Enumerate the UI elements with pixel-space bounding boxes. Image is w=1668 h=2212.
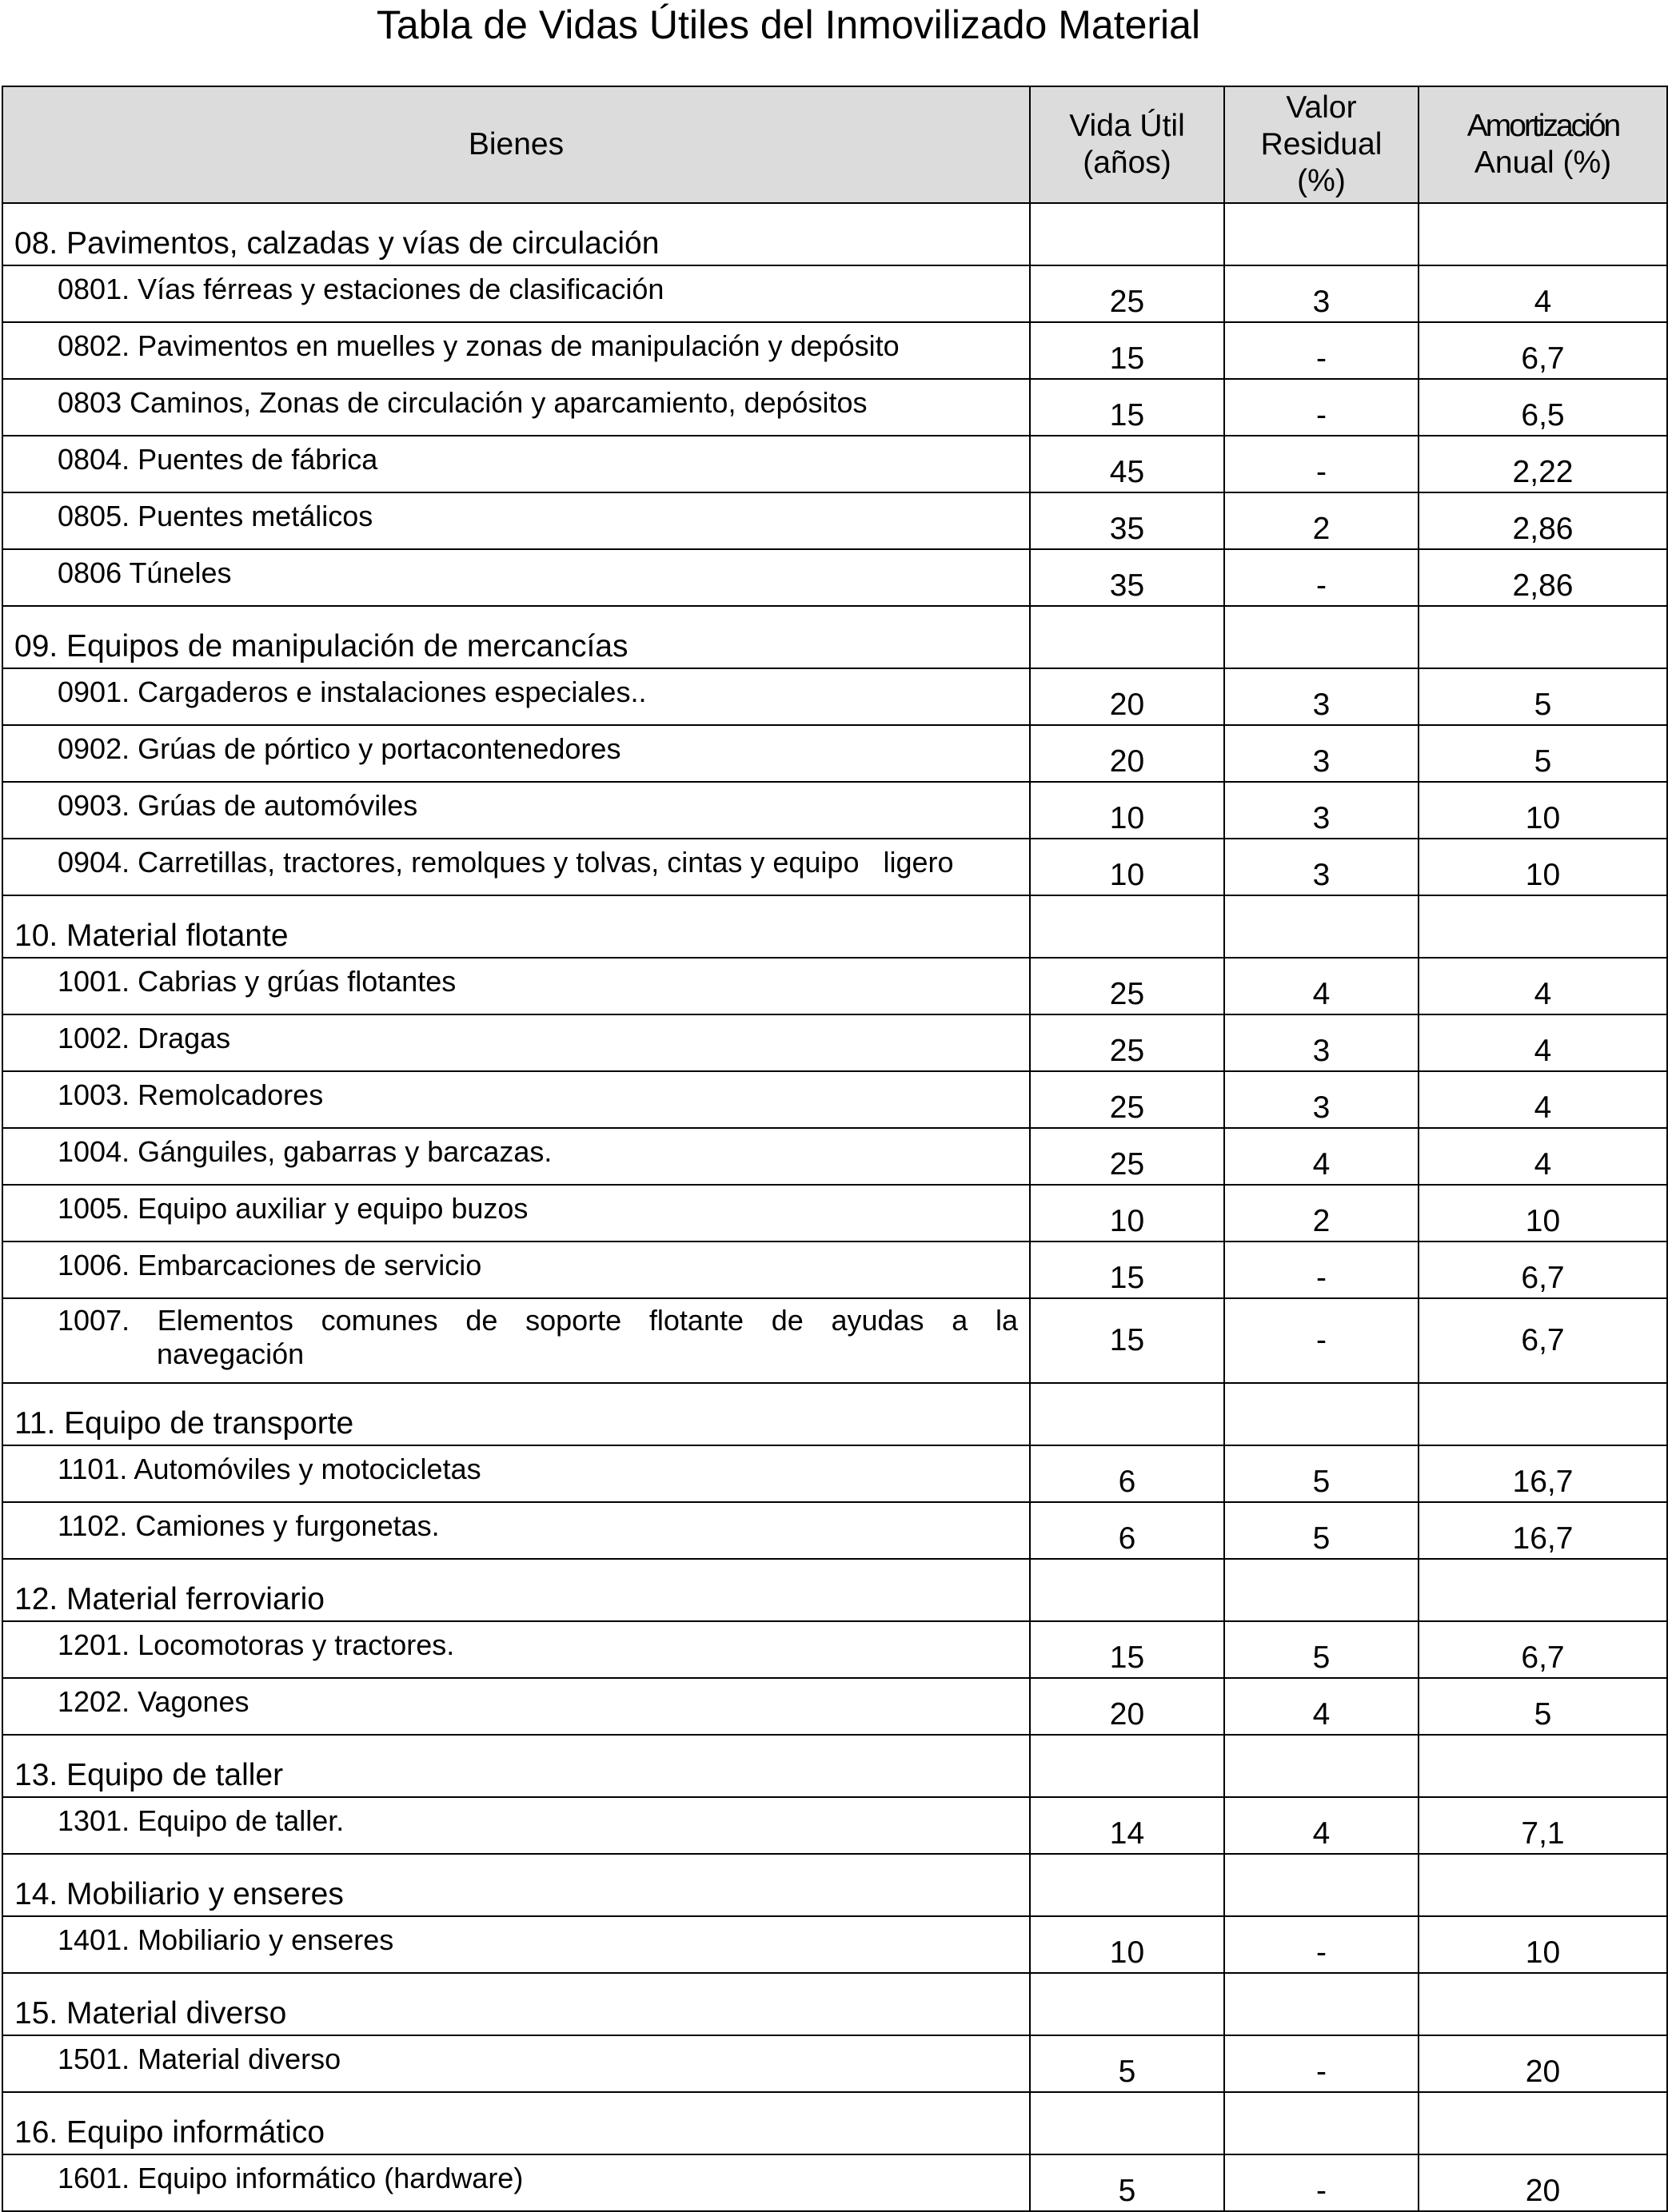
group-label: 12. Material ferroviario bbox=[2, 1559, 1030, 1621]
table-row bbox=[2, 1298, 1667, 1383]
residual-value: 2 bbox=[1224, 492, 1419, 549]
table-row bbox=[2, 1678, 1667, 1735]
asset-label-line2: navegación bbox=[157, 1337, 305, 1370]
annual-amortization-value: 4 bbox=[1419, 265, 1667, 322]
table-row bbox=[2, 1502, 1667, 1559]
empty-cell bbox=[1224, 606, 1419, 668]
residual-value: 3 bbox=[1224, 265, 1419, 322]
asset-label: 1201. Locomotoras y tractores. bbox=[2, 1621, 1030, 1678]
group-label: 14. Mobiliario y enseres bbox=[2, 1854, 1030, 1916]
annual-amortization-value: 10 bbox=[1419, 782, 1667, 839]
useful-life-value: 5 bbox=[1030, 2154, 1224, 2211]
useful-life-value: 15 bbox=[1030, 379, 1224, 436]
useful-life-value: 20 bbox=[1030, 1678, 1224, 1735]
table-row bbox=[2, 1445, 1667, 1502]
empty-cell bbox=[1419, 1973, 1667, 2035]
annual-amortization-value: 20 bbox=[1419, 2154, 1667, 2211]
useful-life-value: 15 bbox=[1030, 1298, 1224, 1383]
residual-value: - bbox=[1224, 322, 1419, 379]
annual-amortization-value: 10 bbox=[1419, 839, 1667, 895]
group-label: 10. Material flotante bbox=[2, 895, 1030, 958]
useful-life-value: 6 bbox=[1030, 1445, 1224, 1502]
asset-label: 0805. Puentes metálicos bbox=[2, 492, 1030, 549]
useful-life-value: 25 bbox=[1030, 1071, 1224, 1128]
asset-label: 1501. Material diverso bbox=[2, 2035, 1030, 2092]
useful-life-value: 6 bbox=[1030, 1502, 1224, 1559]
residual-value: - bbox=[1224, 2154, 1419, 2211]
empty-cell bbox=[1030, 1973, 1224, 2035]
group-row bbox=[2, 1383, 1667, 1445]
table-row bbox=[2, 1014, 1667, 1071]
table-row bbox=[2, 1242, 1667, 1298]
empty-cell bbox=[1030, 2092, 1224, 2154]
asset-label: 0804. Puentes de fábrica bbox=[2, 436, 1030, 492]
table-row bbox=[2, 958, 1667, 1014]
table-row bbox=[2, 549, 1667, 606]
useful-life-value: 20 bbox=[1030, 725, 1224, 782]
residual-value: 4 bbox=[1224, 1678, 1419, 1735]
table-row bbox=[2, 492, 1667, 549]
group-label: 09. Equipos de manipulación de mercancías bbox=[2, 606, 1030, 668]
useful-life-value: 20 bbox=[1030, 668, 1224, 725]
table-row bbox=[2, 322, 1667, 379]
useful-life-value: 14 bbox=[1030, 1797, 1224, 1854]
empty-cell bbox=[1224, 895, 1419, 958]
group-row bbox=[2, 1559, 1667, 1621]
table-body bbox=[2, 203, 1667, 2211]
empty-cell bbox=[1030, 1854, 1224, 1916]
empty-cell bbox=[1224, 1383, 1419, 1445]
empty-cell bbox=[1030, 1383, 1224, 1445]
residual-value: 4 bbox=[1224, 958, 1419, 1014]
group-label: 16. Equipo informático bbox=[2, 2092, 1030, 2154]
useful-life-value: 35 bbox=[1030, 549, 1224, 606]
residual-value: 2 bbox=[1224, 1185, 1419, 1242]
useful-life-value: 25 bbox=[1030, 958, 1224, 1014]
group-label: 13. Equipo de taller bbox=[2, 1735, 1030, 1797]
asset-label: 0801. Vías férreas y estaciones de clasificación bbox=[2, 265, 1030, 322]
empty-cell bbox=[1030, 203, 1224, 265]
asset-label: 1301. Equipo de taller. bbox=[2, 1797, 1030, 1854]
header-valor-residual: Valor Residual (%) bbox=[1224, 86, 1419, 203]
useful-life-value: 10 bbox=[1030, 782, 1224, 839]
annual-amortization-value: 10 bbox=[1419, 1185, 1667, 1242]
residual-value: - bbox=[1224, 549, 1419, 606]
useful-life-value: 10 bbox=[1030, 1916, 1224, 1973]
asset-label-line1: 1007. Elementos comunes de soporte flotante de ayudas a la bbox=[58, 1304, 1018, 1337]
asset-label: 0904. Carretillas, tractores, remolques y tolvas, cintas y equipo ligero bbox=[2, 839, 1030, 895]
group-row bbox=[2, 1973, 1667, 2035]
table-row bbox=[2, 2035, 1667, 2092]
residual-value: 3 bbox=[1224, 725, 1419, 782]
group-label: 15. Material diverso bbox=[2, 1973, 1030, 2035]
empty-cell bbox=[1030, 1559, 1224, 1621]
useful-life-value: 35 bbox=[1030, 492, 1224, 549]
residual-value: - bbox=[1224, 379, 1419, 436]
asset-label: 1202. Vagones bbox=[2, 1678, 1030, 1735]
residual-value: 4 bbox=[1224, 1128, 1419, 1185]
annual-amortization-value: 6,7 bbox=[1419, 1621, 1667, 1678]
table-row bbox=[2, 668, 1667, 725]
table-row bbox=[2, 839, 1667, 895]
residual-value: 5 bbox=[1224, 1502, 1419, 1559]
empty-cell bbox=[1419, 203, 1667, 265]
useful-life-value: 25 bbox=[1030, 1014, 1224, 1071]
annual-amortization-value: 4 bbox=[1419, 958, 1667, 1014]
asset-label: 0806 Túneles bbox=[2, 549, 1030, 606]
useful-life-value: 10 bbox=[1030, 839, 1224, 895]
annual-amortization-value: 4 bbox=[1419, 1014, 1667, 1071]
empty-cell bbox=[1419, 1383, 1667, 1445]
empty-cell bbox=[1030, 1735, 1224, 1797]
useful-life-table bbox=[2, 86, 1668, 2212]
table-row bbox=[2, 725, 1667, 782]
annual-amortization-value: 6,5 bbox=[1419, 379, 1667, 436]
asset-label: 1004. Gánguiles, gabarras y barcazas. bbox=[2, 1128, 1030, 1185]
useful-life-value: 10 bbox=[1030, 1185, 1224, 1242]
group-row bbox=[2, 895, 1667, 958]
residual-value: - bbox=[1224, 1242, 1419, 1298]
asset-label: 1001. Cabrias y grúas flotantes bbox=[2, 958, 1030, 1014]
table-header-row bbox=[2, 86, 1667, 203]
empty-cell bbox=[1030, 606, 1224, 668]
table-row bbox=[2, 782, 1667, 839]
annual-amortization-value: 5 bbox=[1419, 668, 1667, 725]
asset-label: 0903. Grúas de automóviles bbox=[2, 782, 1030, 839]
asset-label: 1002. Dragas bbox=[2, 1014, 1030, 1071]
asset-label: 1003. Remolcadores bbox=[2, 1071, 1030, 1128]
useful-life-value: 15 bbox=[1030, 1242, 1224, 1298]
annual-amortization-value: 6,7 bbox=[1419, 1298, 1667, 1383]
useful-life-value: 25 bbox=[1030, 1128, 1224, 1185]
table-row bbox=[2, 1797, 1667, 1854]
group-label: 08. Pavimentos, calzadas y vías de circulación bbox=[2, 203, 1030, 265]
table-row bbox=[2, 2154, 1667, 2211]
asset-label bbox=[2, 1298, 1030, 1383]
annual-amortization-value: 6,7 bbox=[1419, 322, 1667, 379]
empty-cell bbox=[1419, 895, 1667, 958]
annual-amortization-value: 4 bbox=[1419, 1071, 1667, 1128]
group-row bbox=[2, 2092, 1667, 2154]
empty-cell bbox=[1224, 203, 1419, 265]
annual-amortization-value: 4 bbox=[1419, 1128, 1667, 1185]
residual-value: 4 bbox=[1224, 1797, 1419, 1854]
useful-life-value: 45 bbox=[1030, 436, 1224, 492]
annual-amortization-value: 16,7 bbox=[1419, 1502, 1667, 1559]
annual-amortization-value: 20 bbox=[1419, 2035, 1667, 2092]
table-row bbox=[2, 1071, 1667, 1128]
asset-label: 1005. Equipo auxiliar y equipo buzos bbox=[2, 1185, 1030, 1242]
table-row bbox=[2, 1916, 1667, 1973]
empty-cell bbox=[1419, 1559, 1667, 1621]
table-row bbox=[2, 436, 1667, 492]
group-label: 11. Equipo de transporte bbox=[2, 1383, 1030, 1445]
useful-life-value: 15 bbox=[1030, 322, 1224, 379]
residual-value: - bbox=[1224, 436, 1419, 492]
residual-value: 5 bbox=[1224, 1445, 1419, 1502]
annual-amortization-value: 7,1 bbox=[1419, 1797, 1667, 1854]
empty-cell bbox=[1419, 2092, 1667, 2154]
table-row bbox=[2, 265, 1667, 322]
annual-amortization-value: 6,7 bbox=[1419, 1242, 1667, 1298]
table-row bbox=[2, 1128, 1667, 1185]
empty-cell bbox=[1224, 1559, 1419, 1621]
asset-label: 1102. Camiones y furgonetas. bbox=[2, 1502, 1030, 1559]
annual-amortization-value: 2,86 bbox=[1419, 549, 1667, 606]
asset-label: 0802. Pavimentos en muelles y zonas de manipulación y depósito bbox=[2, 322, 1030, 379]
residual-value: 3 bbox=[1224, 1014, 1419, 1071]
empty-cell bbox=[1419, 1854, 1667, 1916]
useful-life-value: 5 bbox=[1030, 2035, 1224, 2092]
header-amortizacion: Amortización Anual (%) bbox=[1419, 86, 1667, 203]
annual-amortization-value: 2,86 bbox=[1419, 492, 1667, 549]
page-title: Tabla de Vidas Útiles del Inmovilizado Material bbox=[376, 2, 1201, 47]
header-vida-util: Vida Útil (años) bbox=[1030, 86, 1224, 203]
residual-value: 3 bbox=[1224, 839, 1419, 895]
empty-cell bbox=[1224, 2092, 1419, 2154]
asset-label: 1601. Equipo informático (hardware) bbox=[2, 2154, 1030, 2211]
header-bienes: Bienes bbox=[2, 86, 1030, 203]
annual-amortization-value: 5 bbox=[1419, 1678, 1667, 1735]
residual-value: - bbox=[1224, 1298, 1419, 1383]
annual-amortization-value: 5 bbox=[1419, 725, 1667, 782]
empty-cell bbox=[1419, 1735, 1667, 1797]
residual-value: 3 bbox=[1224, 668, 1419, 725]
group-row bbox=[2, 606, 1667, 668]
annual-amortization-value: 10 bbox=[1419, 1916, 1667, 1973]
asset-label: 0901. Cargaderos e instalaciones especiales.. bbox=[2, 668, 1030, 725]
empty-cell bbox=[1224, 1973, 1419, 2035]
asset-label: 1006. Embarcaciones de servicio bbox=[2, 1242, 1030, 1298]
empty-cell bbox=[1030, 895, 1224, 958]
residual-value: - bbox=[1224, 2035, 1419, 2092]
residual-value: 3 bbox=[1224, 782, 1419, 839]
empty-cell bbox=[1224, 1735, 1419, 1797]
asset-label: 0803 Caminos, Zonas de circulación y aparcamiento, depósitos bbox=[2, 379, 1030, 436]
group-row bbox=[2, 1854, 1667, 1916]
annual-amortization-value: 2,22 bbox=[1419, 436, 1667, 492]
table-row bbox=[2, 1621, 1667, 1678]
annual-amortization-value: 16,7 bbox=[1419, 1445, 1667, 1502]
asset-label: 1101. Automóviles y motocicletas bbox=[2, 1445, 1030, 1502]
useful-life-value: 25 bbox=[1030, 265, 1224, 322]
empty-cell bbox=[1419, 606, 1667, 668]
table-row bbox=[2, 1185, 1667, 1242]
group-row bbox=[2, 1735, 1667, 1797]
residual-value: 3 bbox=[1224, 1071, 1419, 1128]
empty-cell bbox=[1224, 1854, 1419, 1916]
group-row bbox=[2, 203, 1667, 265]
residual-value: - bbox=[1224, 1916, 1419, 1973]
table-row bbox=[2, 379, 1667, 436]
asset-label: 0902. Grúas de pórtico y portacontenedores bbox=[2, 725, 1030, 782]
useful-life-value: 15 bbox=[1030, 1621, 1224, 1678]
asset-label: 1401. Mobiliario y enseres bbox=[2, 1916, 1030, 1973]
residual-value: 5 bbox=[1224, 1621, 1419, 1678]
